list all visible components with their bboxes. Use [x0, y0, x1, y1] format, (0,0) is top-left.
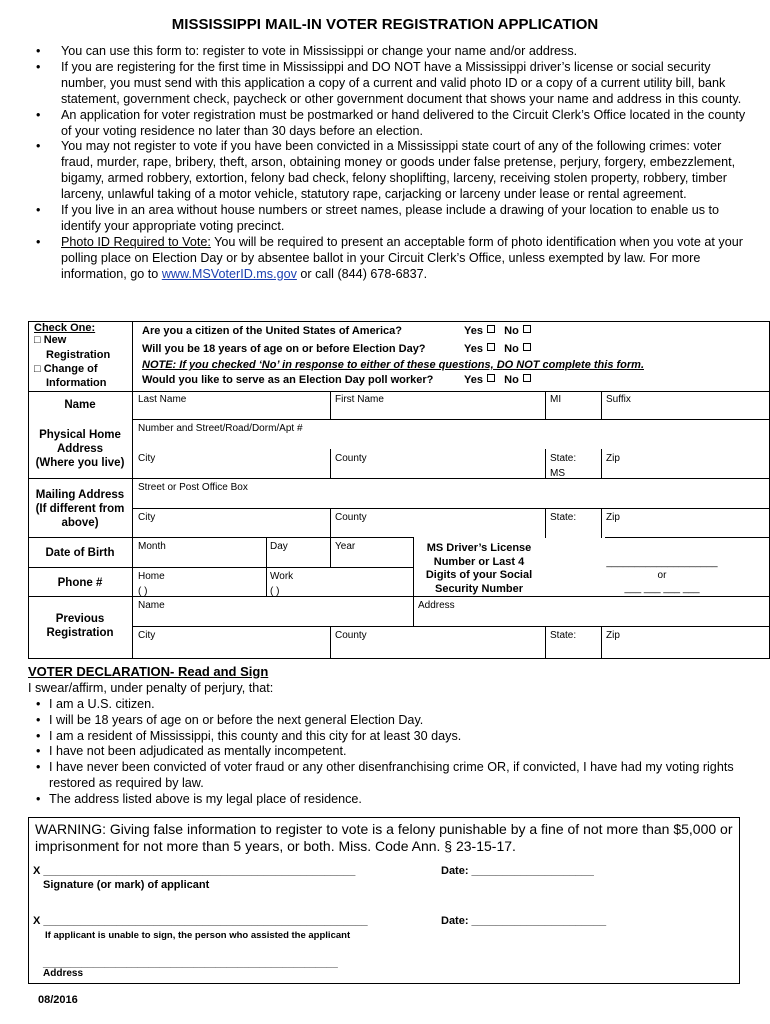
- previous-county-field[interactable]: County: [335, 630, 367, 641]
- bullet-icon: •: [36, 44, 41, 58]
- new-registration-option[interactable]: □ New: [34, 334, 67, 346]
- age-answer: Yes No: [464, 343, 531, 356]
- assistant-signature-line[interactable]: X _____________________________________________________: [33, 915, 368, 927]
- work-phone-field[interactable]: Work ( ): [270, 571, 294, 597]
- assistant-address-line[interactable]: _____________________________________________________: [43, 958, 338, 969]
- assistant-signature-label: If applicant is unable to sign, the person who assisted the applicant: [45, 930, 351, 941]
- bullet-icon: •: [36, 744, 41, 759]
- year-field[interactable]: Year: [335, 541, 356, 552]
- instruction-item: • You can use this form to: register to vote in Mississippi or change your name and/or address.: [36, 44, 578, 58]
- declaration-item: • The address listed above is my legal place of residence.: [36, 791, 362, 806]
- previous-registration-label: Previous Registration: [46, 613, 114, 639]
- mailing-state-field[interactable]: State:: [550, 512, 577, 523]
- applicant-signature-line[interactable]: X ___________________________________________________: [33, 865, 356, 877]
- bullet-icon: •: [36, 203, 41, 218]
- photo-id-label: Photo ID Required to Vote:: [61, 234, 211, 249]
- street-field[interactable]: Number and Street/Road/Dorm/Apt #: [138, 423, 303, 434]
- poll-worker-yes-checkbox[interactable]: [487, 374, 495, 382]
- form-title: MISSISSIPPI MAIL-IN VOTER REGISTRATION APPLICATION: [171, 16, 599, 33]
- ms-license-label: MS Driver’s License Number or Last 4 Digits of your Social Security Number: [425, 542, 533, 595]
- voter-id-link[interactable]: www.MSVoterID.ms.gov: [161, 266, 297, 281]
- zip-field[interactable]: Zip: [606, 453, 620, 464]
- instruction-item: • An application for voter registration must be postmarked or hand delivered to the Circuit Clerk’s Office located in the county of your voting residence no later than 30 days before an election.: [36, 107, 746, 138]
- dob-label: Date of Birth: [45, 547, 115, 559]
- first-name-field[interactable]: First Name: [335, 394, 384, 405]
- phone-label: Phone #: [57, 577, 103, 589]
- declaration-heading: VOTER DECLARATION- Read and Sign: [28, 664, 269, 679]
- declaration-item: • I am a resident of Mississippi, this county and this city for at least 30 days.: [36, 728, 462, 743]
- declaration-item: • I will be 18 years of age on or before the next general Election Day.: [36, 712, 424, 727]
- change-info-label: Information: [46, 377, 107, 389]
- previous-zip-field[interactable]: Zip: [606, 630, 620, 641]
- instruction-item: • If you are registering for the first time in Mississippi and DO NOT have a Mississippi driver’s license or social security number, you must send with this application a copy of a current and valid photo ID or a copy of a current utility bill, bank statement, government check, paycheck or other government document that shows your name and address in this county.: [36, 59, 742, 106]
- license-number-field[interactable]: ____________________: [606, 557, 718, 568]
- day-field[interactable]: Day: [270, 541, 288, 552]
- form-version: 08/2016: [38, 994, 78, 1006]
- declaration-item: • I have never been convicted of voter fraud or any other disenfranchising crime OR, if convicted, I have had my voting rights restored as required by law.: [36, 760, 734, 790]
- citizen-answer: Yes No: [464, 325, 531, 338]
- city-field[interactable]: City: [138, 453, 156, 464]
- home-phone-field[interactable]: Home ( ): [138, 571, 165, 597]
- declaration-item: • I am a U.S. citizen.: [36, 697, 155, 711]
- po-box-field[interactable]: Street or Post Office Box: [138, 482, 248, 493]
- mi-field[interactable]: MI: [550, 394, 562, 405]
- bullet-icon: •: [36, 728, 41, 743]
- declaration-list: [36, 697, 756, 808]
- poll-worker-question: Would you like to serve as an Election Day poll worker?: [142, 374, 434, 386]
- new-registration-label: Registration: [46, 349, 111, 361]
- citizen-question: Are you a citizen of the United States of America?: [142, 325, 402, 337]
- mailing-county-field[interactable]: County: [335, 512, 367, 523]
- month-field[interactable]: Month: [138, 541, 166, 552]
- previous-name-field[interactable]: Name: [138, 600, 165, 611]
- state-field[interactable]: State: MS: [550, 453, 577, 479]
- registration-form: [28, 321, 770, 659]
- age-yes-checkbox[interactable]: [487, 343, 495, 351]
- suffix-field[interactable]: Suffix: [606, 394, 631, 405]
- physical-address-label: Physical Home Address (Where you live): [35, 429, 125, 469]
- applicant-signature-label: Signature (or mark) of applicant: [43, 879, 210, 891]
- date-field-2[interactable]: Date: ______________________: [441, 915, 607, 927]
- previous-address-field[interactable]: Address: [418, 600, 455, 611]
- ssn-field[interactable]: ___ ___ ___ ___: [624, 583, 700, 594]
- or-text: or: [657, 570, 667, 581]
- bullet-icon: •: [36, 697, 41, 711]
- date-field-1[interactable]: Date: ____________________: [441, 865, 594, 877]
- name-label: Name: [64, 399, 96, 411]
- citizen-no-checkbox[interactable]: [523, 325, 531, 333]
- declaration-item: • I have not been adjudicated as mentally incompetent.: [36, 744, 347, 759]
- bullet-icon: •: [36, 791, 41, 806]
- bullet-icon: •: [36, 712, 41, 727]
- mailing-city-field[interactable]: City: [138, 512, 156, 523]
- poll-worker-answer: Yes No: [464, 374, 531, 387]
- citizen-yes-checkbox[interactable]: [487, 325, 495, 333]
- previous-city-field[interactable]: City: [138, 630, 156, 641]
- warning-box: [28, 817, 740, 984]
- warning-text: WARNING: Giving false information to register to vote is a felony punishable by a fine of not more than $5,000 or imprisonment for not more than 5 years, or both. Miss. Code Ann. § 23-15-17.: [35, 821, 733, 854]
- note-text: NOTE: If you checked ‘No’ in response to either of these questions, DO NOT complete this form.: [142, 359, 644, 371]
- mailing-address-label: Mailing Address (If different from above): [35, 489, 125, 529]
- check-one-heading: Check One:: [34, 322, 96, 334]
- instruction-item: • Photo ID Required to Vote: You will be required to present an acceptable form of photo identification when you vote at your polling place on Election Day or by absentee ballot in your Circuit Clerk’s Office, unless exempted by law. For more information, go to www.MSVoterID.ms.gov or call (844) 678-6837.: [36, 234, 743, 281]
- bullet-icon: •: [36, 760, 41, 775]
- instruction-item: • You may not register to vote if you have been convicted in a Mississippi state court of any of the following crimes: voter fraud, murder, rape, bribery, theft, arson, obtaining money or goods under false pretense, perjury, forgery, embezzlement, bigamy, armed robbery, extortion, felony bad check, felony shoplifting, larceny, receiving stolen property, robbery, timber larceny, unlawful taking of a motor vehicle, statutory rape, carjacking or larceny under lease or rental agreement.: [36, 139, 736, 202]
- mailing-zip-field[interactable]: Zip: [606, 512, 620, 523]
- instructions-list: [36, 44, 746, 283]
- instruction-item: • If you live in an area without house numbers or street names, please include a drawing of your location to enable us to identify your appropriate voting precinct.: [36, 203, 720, 233]
- county-field[interactable]: County: [335, 453, 367, 464]
- bullet-icon: •: [36, 139, 41, 154]
- declaration-intro: I swear/affirm, under penalty of perjury, that:: [28, 681, 274, 695]
- previous-state-field[interactable]: State:: [550, 630, 577, 641]
- age-no-checkbox[interactable]: [523, 343, 531, 351]
- age-question: Will you be 18 years of age on or before Election Day?: [142, 343, 426, 355]
- assistant-address-label: Address: [43, 968, 84, 979]
- bullet-icon: •: [36, 59, 41, 74]
- last-name-field[interactable]: Last Name: [138, 394, 187, 405]
- poll-worker-no-checkbox[interactable]: [523, 374, 531, 382]
- change-info-option[interactable]: □ Change of: [34, 363, 98, 375]
- bullet-icon: •: [36, 234, 41, 249]
- bullet-icon: •: [36, 107, 41, 122]
